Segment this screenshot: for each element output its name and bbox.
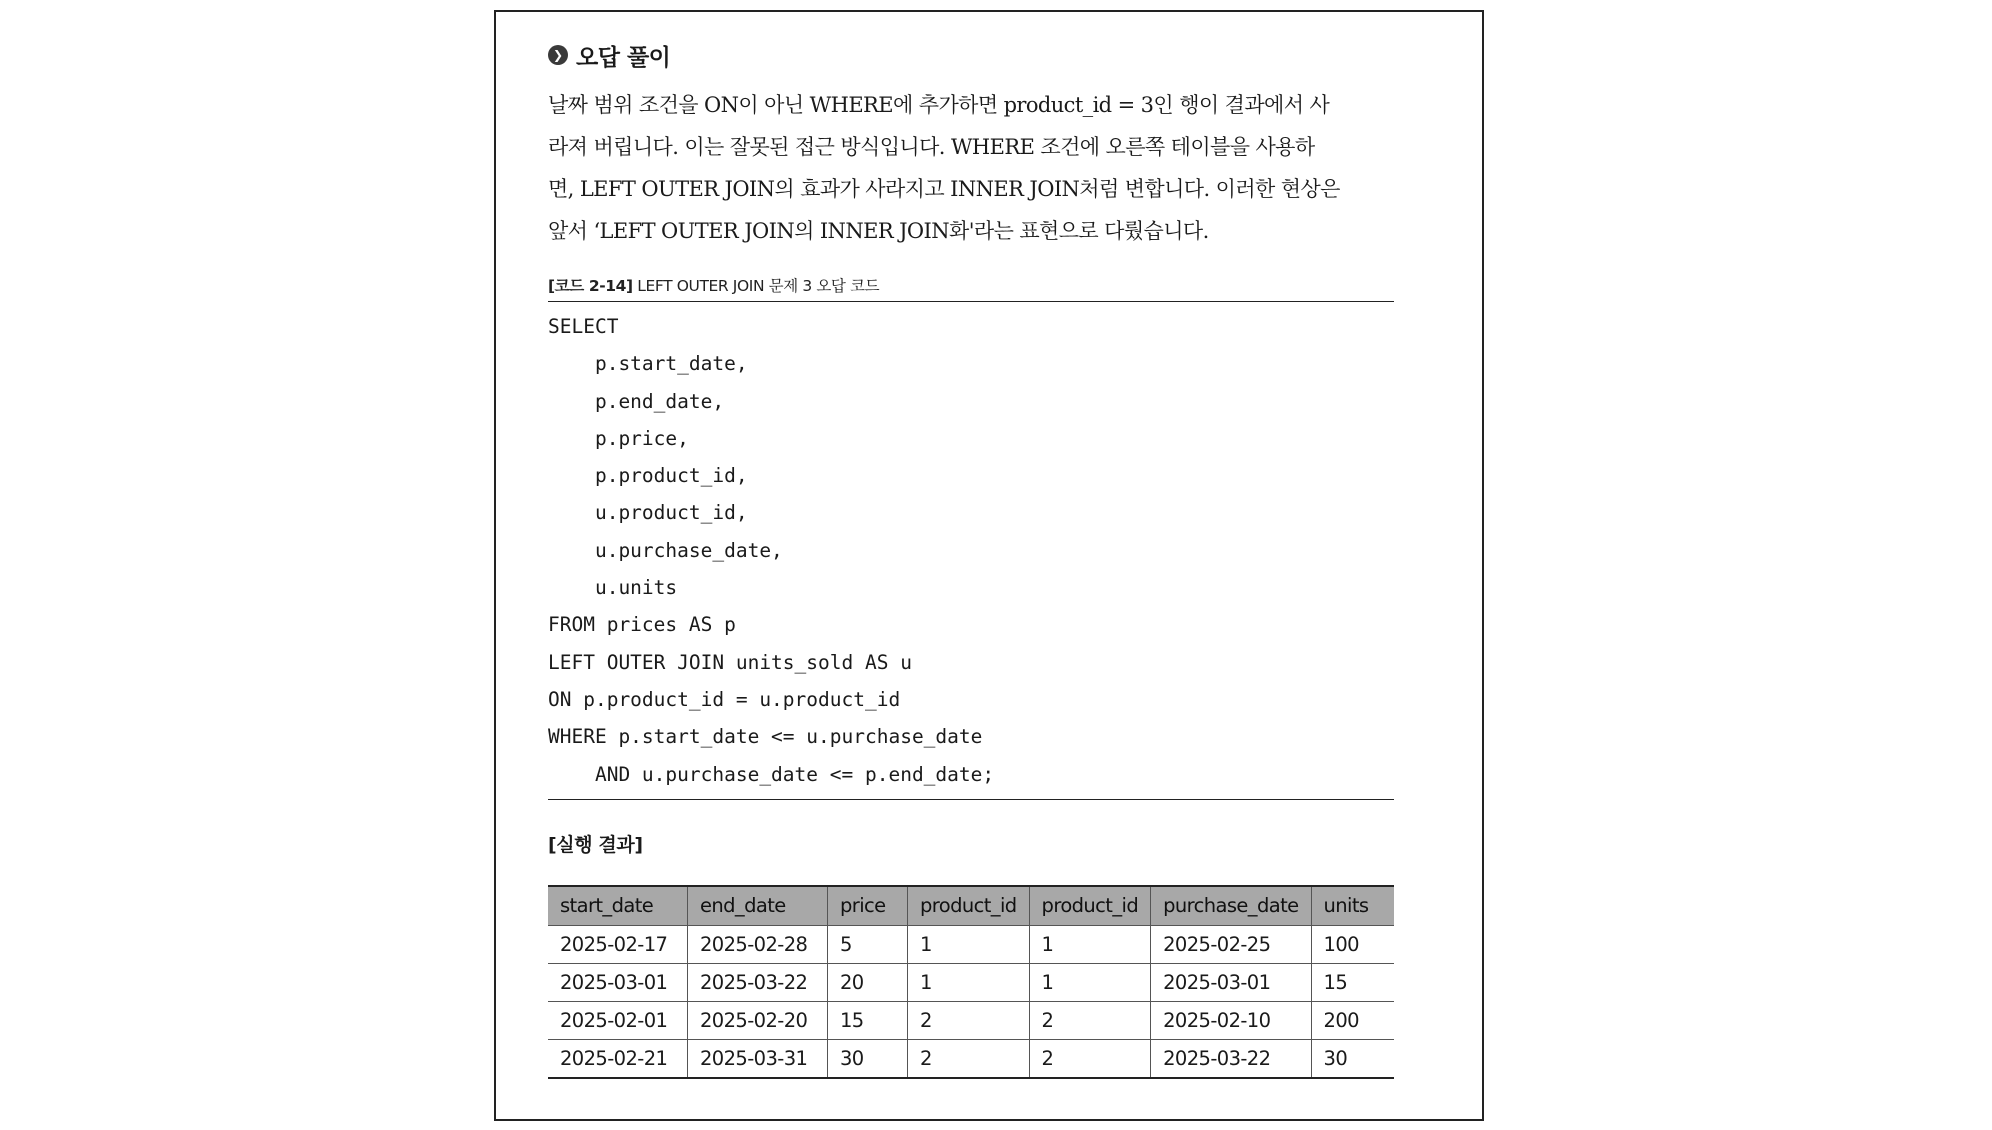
code-line: AND u.purchase_date <= p.end_date; xyxy=(548,762,995,786)
code-caption xyxy=(548,274,1394,302)
code-line: u.product_id, xyxy=(548,501,748,525)
table-cell: 2025-03-22 xyxy=(688,963,828,1001)
table-cell: 2025-03-01 xyxy=(548,963,688,1001)
section-title: 오답 풀이 xyxy=(576,44,671,71)
table-cell: 2025-03-22 xyxy=(1151,1039,1311,1078)
table-cell: 30 xyxy=(828,1039,908,1078)
column-header: units xyxy=(1311,886,1394,926)
explanation-paragraph xyxy=(548,84,1394,252)
table-cell: 15 xyxy=(828,1001,908,1039)
table-cell: 2025-02-28 xyxy=(688,925,828,963)
table-cell: 2025-02-20 xyxy=(688,1001,828,1039)
table-cell: 2 xyxy=(908,1001,1030,1039)
code-line: u.purchase_date, xyxy=(548,538,783,562)
column-header: start_date xyxy=(548,886,688,926)
column-header: product_id xyxy=(908,886,1030,926)
code-line: p.end_date, xyxy=(548,389,725,413)
table-cell: 30 xyxy=(1311,1039,1394,1078)
table-cell: 1 xyxy=(908,963,1030,1001)
code-line: p.price, xyxy=(548,426,689,450)
code-caption-text: LEFT OUTER JOIN 문제 3 오답 코드 xyxy=(632,277,880,295)
table-cell: 5 xyxy=(828,925,908,963)
column-header: product_id xyxy=(1029,886,1151,926)
code-line: u.units xyxy=(548,576,678,600)
table-cell: 2025-02-10 xyxy=(1151,1001,1311,1039)
code-line: p.start_date, xyxy=(548,352,748,376)
table-header-row xyxy=(548,886,1394,926)
column-header: price xyxy=(828,886,908,926)
table-row xyxy=(548,1039,1394,1078)
paragraph-line: 날짜 범위 조건을 ON이 아닌 WHERE에 추가하면 product_id = 3인 행이 결과에서 사 xyxy=(548,93,1330,117)
column-header: end_date xyxy=(688,886,828,926)
code-line: FROM prices AS p xyxy=(548,613,736,637)
table-row xyxy=(548,1001,1394,1039)
code-line: SELECT xyxy=(548,315,619,338)
paragraph-line: 라져 버립니다. 이는 잘못된 접근 방식입니다. WHERE 조건에 오른쪽 테이블을 사용하 xyxy=(548,135,1315,159)
code-line: p.product_id, xyxy=(548,464,748,488)
table-cell: 2025-03-01 xyxy=(1151,963,1311,1001)
code-line: WHERE p.start_date <= u.purchase_date xyxy=(548,725,983,749)
table-row xyxy=(548,963,1394,1001)
table-cell: 2 xyxy=(908,1039,1030,1078)
table-cell: 1 xyxy=(1029,963,1151,1001)
table-cell: 100 xyxy=(1311,925,1394,963)
table-cell: 2025-03-31 xyxy=(688,1039,828,1078)
result-table xyxy=(548,885,1394,1079)
code-line: LEFT OUTER JOIN units_sold AS u xyxy=(548,650,912,674)
table-cell: 2025-02-25 xyxy=(1151,925,1311,963)
paragraph-line: 앞서 ‘LEFT OUTER JOIN의 INNER JOIN화'라는 표현으로 다뤘습니다. xyxy=(548,219,1209,243)
code-line: ON p.product_id = u.product_id xyxy=(548,687,901,711)
table-cell: 2025-02-17 xyxy=(548,925,688,963)
code-block xyxy=(548,302,1394,800)
table-cell: 15 xyxy=(1311,963,1394,1001)
column-header: purchase_date xyxy=(1151,886,1311,926)
page-frame xyxy=(494,10,1484,1121)
table-cell: 2 xyxy=(1029,1001,1151,1039)
table-cell: 2025-02-01 xyxy=(548,1001,688,1039)
code-caption-number: [코드 2-14] xyxy=(548,277,633,295)
table-cell: 1 xyxy=(908,925,1030,963)
paragraph-line: 면, LEFT OUTER JOIN의 효과가 사라지고 INNER JOIN처럼 변합니다. 이러한 현상은 xyxy=(548,177,1340,201)
table-cell: 1 xyxy=(1029,925,1151,963)
result-title: [실행 결과] xyxy=(548,833,643,856)
table-row xyxy=(548,925,1394,963)
table-cell: 20 xyxy=(828,963,908,1001)
table-cell: 200 xyxy=(1311,1001,1394,1039)
table-cell: 2025-02-21 xyxy=(548,1039,688,1078)
page-content xyxy=(548,40,1394,1079)
section-heading xyxy=(548,40,1394,70)
table-cell: 2 xyxy=(1029,1039,1151,1078)
chevron-right-circle-icon: ❯ xyxy=(548,45,568,65)
